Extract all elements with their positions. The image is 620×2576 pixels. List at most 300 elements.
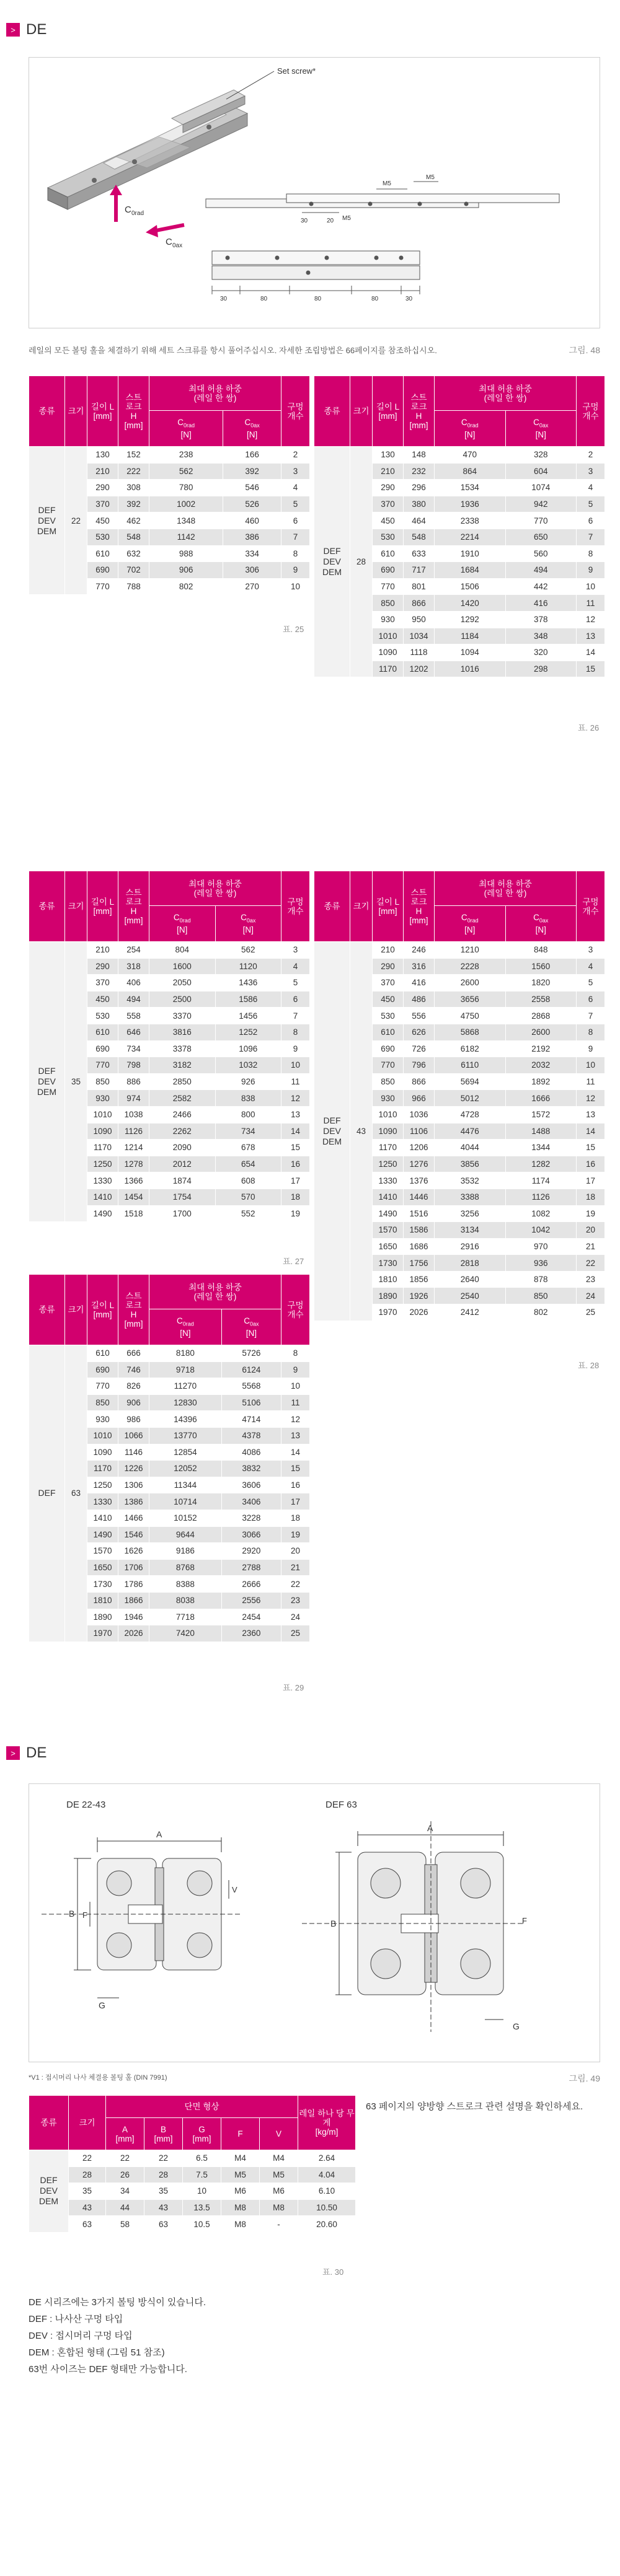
table-cell: 1490 [87,1205,118,1222]
table-cell: 1730 [373,1255,404,1272]
table-cell: 3 [281,942,310,959]
table-cell: 14396 [149,1411,222,1428]
table-cell: 13 [577,628,605,644]
table-cell: 6 [281,512,310,529]
table-cell: 1754 [149,1189,216,1205]
table-cell: 328 [505,447,577,464]
table-cell: 2.64 [298,2150,355,2167]
table-cell: 22 [577,1255,605,1272]
table-row [29,942,310,959]
table-cell: 970 [505,1238,577,1255]
table-cell: 21 [577,1238,605,1255]
table-cell: 1252 [215,1024,281,1040]
table-cell: 850 [373,595,404,612]
table-cell: 2338 [435,512,506,529]
table-cell: 6 [577,991,605,1008]
table-cell: 4728 [435,1106,506,1123]
table-cell: 9 [577,1040,605,1057]
header-c0ax: $C_{0ax}$ [N] [505,411,577,447]
table-cell: 10.50 [298,2199,355,2216]
type-cell: DEF DEV DEM [29,942,65,1222]
table-cell: 1436 [215,975,281,991]
table-cell: 5694 [435,1073,506,1090]
table-cell: 770 [87,1378,118,1395]
table-cell: 2412 [435,1304,506,1321]
type-cell: DEF DEV DEM [314,447,350,677]
table-cell: 1516 [404,1205,435,1222]
table-cell: 210 [373,942,404,959]
table-cell: 866 [404,595,435,612]
table-cell: 930 [373,611,404,628]
table-cell: 1118 [404,644,435,661]
table-cell: 1090 [87,1123,118,1140]
table-cell: 3 [577,942,605,959]
figure-number: 그림. 48 [569,345,600,355]
table-cell: 1890 [87,1609,118,1625]
table-cell: 1202 [404,661,435,677]
table-cell: M6 [221,2183,259,2200]
drawing-label: DE 22-43 [66,1800,106,1810]
table-cell: 1706 [118,1559,149,1576]
table-cell: 1810 [373,1271,404,1288]
dim-label: 20 [327,218,334,224]
table-cell: 24 [281,1609,310,1625]
table-cell: 690 [373,1040,404,1057]
table-cell: 464 [404,512,435,529]
table-cell: 450 [373,991,404,1008]
table-cell: 556 [404,1008,435,1024]
table-cell: 3 [281,463,310,480]
table-cell: 20 [281,1543,310,1560]
table-cell: 610 [373,545,404,562]
table-cell: 1534 [435,480,506,496]
table-cell: 1518 [118,1205,149,1222]
table-cell: 6124 [221,1361,281,1378]
header-length: 길이 L [mm] [373,871,404,942]
table-cell: 1306 [118,1477,149,1493]
table-cell: 392 [118,496,149,512]
table-cell: 1376 [404,1172,435,1189]
table-cell: 22 [69,2150,106,2167]
header-length: 길이 L [mm] [87,376,118,447]
header-c0ax: $C_{0ax}$ [N] [215,906,281,942]
table-cell: 7 [281,529,310,545]
table-cell: 8768 [149,1559,222,1576]
table-cell: 1170 [87,1461,118,1477]
dim-label: M5 [383,180,391,187]
table-cell: 2228 [435,958,506,975]
table-row [29,2150,356,2167]
table-cell: 1126 [505,1189,577,1205]
table-cell: 530 [373,1008,404,1024]
load-table [29,871,310,1222]
table-cell: 560 [505,545,577,562]
table-cell: 3 [577,463,605,480]
table-cell: 6 [281,991,310,1008]
type-cell: DEF DEV DEM [29,2150,69,2233]
table-cell: 5868 [435,1024,506,1040]
table-cell: 690 [373,562,404,579]
table-cell: 1038 [118,1106,149,1123]
table-row [314,447,605,464]
table-cell: 9 [281,1361,310,1378]
table-cell: 1096 [215,1040,281,1057]
table-cell: 1330 [373,1172,404,1189]
table-cell: 690 [87,1040,118,1057]
table-cell: 838 [215,1090,281,1107]
table-cell: 6.10 [298,2183,355,2200]
table-cell: 570 [215,1189,281,1205]
table-cell: 28 [144,2166,182,2183]
svg-text:30: 30 [405,296,413,302]
description-line: 63번 사이즈는 DEF 형태만 가능합니다. [29,2364,187,2375]
table-cell: 25 [577,1304,605,1321]
table-cell: 3228 [221,1510,281,1526]
table-cell: 4750 [435,1008,506,1024]
table-cell: 12854 [149,1444,222,1461]
header-c0rad: $C_{0rad}$ [N] [149,1309,222,1345]
table-cell: 850 [87,1394,118,1411]
header-size: 크기 [350,871,373,942]
table-cell: 14 [577,1123,605,1140]
header-load: 최대 허용 하중 (레일 한 쌍) [435,871,577,906]
table-cell: 1074 [505,480,577,496]
table-cell: 1810 [87,1592,118,1609]
table-number: 표. 25 [283,625,304,634]
table-cell: 18 [281,1189,310,1205]
dim-label: M5 [342,215,351,222]
table-cell: 2500 [149,991,216,1008]
svg-text:A: A [427,1823,433,1833]
table-cell: 25 [281,1625,310,1642]
table-cell: 4.04 [298,2166,355,2183]
svg-text:F: F [522,1916,527,1925]
table-cell: 13770 [149,1427,222,1444]
table-cell: 1250 [373,1156,404,1172]
table-cell: 5 [577,496,605,512]
table-cell: 974 [118,1090,149,1107]
table-cell: 926 [215,1073,281,1090]
table-cell: 2026 [404,1304,435,1321]
table-cell: 646 [118,1024,149,1040]
table-cell: 12830 [149,1394,222,1411]
table-cell: 308 [118,480,149,496]
table-cell: 470 [435,447,506,464]
table-cell: 610 [87,1024,118,1040]
table-cell: 152 [118,447,149,464]
table-cell: 930 [373,1090,404,1107]
table-cell: 7.5 [182,2166,221,2183]
table-cell: 7718 [149,1609,222,1625]
table-cell: 494 [505,562,577,579]
table-cell: 546 [223,480,281,496]
table-cell: 12 [577,611,605,628]
table-cell: 1490 [87,1526,118,1543]
drawing-label: DEF 63 [326,1800,357,1810]
table-cell: 334 [223,545,281,562]
table-cell: 678 [215,1140,281,1156]
table-cell: 43 [144,2199,182,2216]
header-qty: 구멍 개수 [577,871,605,942]
table-cell: 796 [404,1057,435,1074]
table-cell: 1126 [118,1123,149,1140]
chevron-right-icon: > [6,1746,20,1760]
table-cell: 1700 [149,1205,216,1222]
table-cell: 35 [144,2183,182,2200]
load-table [314,871,605,1321]
table-cell: 800 [215,1106,281,1123]
table-cell: 1866 [118,1592,149,1609]
table-cell: 2090 [149,1140,216,1156]
table-cell: 166 [223,447,281,464]
table-cell: 10.5 [182,2216,221,2233]
table-cell: 734 [215,1123,281,1140]
table-cell: 1120 [215,958,281,975]
table-cell: 1170 [373,661,404,677]
table-cell: 530 [373,529,404,545]
table-cell: 930 [87,1090,118,1107]
table-cell: 666 [118,1345,149,1362]
table-cell: 1410 [87,1510,118,1526]
type-cell: DEF [29,1345,65,1642]
table-cell: 24 [577,1288,605,1304]
table-cell: 1586 [215,991,281,1008]
svg-text:80: 80 [314,296,322,302]
table-cell: 1366 [118,1172,149,1189]
header-load: 최대 허용 하중 (레일 한 쌍) [149,871,281,906]
table-row [314,942,605,959]
table-cell: 8038 [149,1592,222,1609]
table-cell: 17 [577,1172,605,1189]
header-length: 길이 L [mm] [87,871,118,942]
table-cell: 4 [577,480,605,496]
table-cell: 14 [577,644,605,661]
header-stroke: 스트 로크 H [mm] [404,871,435,942]
table-cell: 11344 [149,1477,222,1493]
figure-caption: 레일의 모든 볼팅 홀을 체결하기 위해 세트 스크류를 항시 풀어주십시오. 자세한 조립방법은 66페이지를 참조하십시오. [29,346,437,355]
table-cell: 7420 [149,1625,222,1642]
header-c0ax: $C_{0ax}$ [N] [221,1309,281,1345]
table-cell: 318 [118,958,149,975]
table-cell: 1226 [118,1461,149,1477]
table-cell: 1626 [118,1543,149,1560]
description-line: DE 시리즈에는 3가지 볼팅 방식이 있습니다. [29,2297,206,2308]
table-cell: 10 [577,578,605,595]
table-cell: 378 [505,611,577,628]
table-cell: 386 [223,529,281,545]
table-cell: 906 [118,1394,149,1411]
table-cell: 148 [404,447,435,464]
header-c0rad: $C_{0rad}$ [N] [149,411,223,447]
size-cell: 22 [65,447,87,595]
table-cell: 2 [281,447,310,464]
table-cell: 392 [223,463,281,480]
table-cell: 988 [149,545,223,562]
table-cell: 798 [118,1057,149,1074]
table-cell: 878 [505,1271,577,1288]
table-cell: 2920 [221,1543,281,1560]
table-cell: 4378 [221,1427,281,1444]
table-cell: 850 [505,1288,577,1304]
table-number: 표. 27 [283,1257,304,1266]
table-cell: 1936 [435,496,506,512]
table-cell: 450 [87,512,118,529]
table-cell: 4044 [435,1140,506,1156]
table-cell: 10 [281,1378,310,1395]
table-cell: 14 [281,1444,310,1461]
table-cell: 2666 [221,1576,281,1593]
table-cell: 936 [505,1255,577,1272]
table-cell: 1560 [505,958,577,975]
header-load: 최대 허용 하중 (레일 한 쌍) [149,376,281,411]
table-cell: 1042 [505,1222,577,1239]
table-cell: 298 [505,661,577,677]
table-cell: 1456 [215,1008,281,1024]
header-length: 길이 L [mm] [87,1275,118,1345]
table-cell: 690 [87,562,118,579]
drawer-slide-illustration [29,58,601,329]
table-cell: 1600 [149,958,216,975]
table-cell: 4086 [221,1444,281,1461]
table-cell: 930 [87,1411,118,1428]
table-cell: 486 [404,991,435,1008]
table-cell: 1570 [87,1543,118,1560]
load-table [29,1274,310,1642]
table-cell: 3134 [435,1222,506,1239]
table-cell: 950 [404,611,435,628]
table-cell: 34 [105,2183,144,2200]
table-cell: 11 [577,595,605,612]
svg-text:C: C [125,204,131,215]
table-cell: 864 [435,463,506,480]
table-cell: 1174 [505,1172,577,1189]
table-cell: 1546 [118,1526,149,1543]
table-cell: 1572 [505,1106,577,1123]
table-cell: 1010 [87,1106,118,1123]
table-cell: 3370 [149,1008,216,1024]
table-cell: 558 [118,1008,149,1024]
table-cell: 654 [215,1156,281,1172]
table-cell: 717 [404,562,435,579]
table-cell: 1330 [87,1493,118,1510]
table-cell: 2818 [435,1255,506,1272]
table-cell: 866 [404,1073,435,1090]
size-cell: 35 [65,942,87,1222]
table-cell: 2012 [149,1156,216,1172]
table-cell: 650 [505,529,577,545]
table-cell: 5106 [221,1394,281,1411]
header-size: 크기 [350,376,373,447]
table-cell: 1586 [404,1222,435,1239]
table-cell: 2262 [149,1123,216,1140]
table-cell: 270 [223,578,281,595]
table-cell: 63 [144,2216,182,2233]
table-cell: 1910 [435,545,506,562]
table-cell: 7 [281,1008,310,1024]
table-cell: 1410 [87,1189,118,1205]
table-cell: 1666 [505,1090,577,1107]
table-cell: 6110 [435,1057,506,1074]
table-cell: 416 [404,975,435,991]
table-cell: 610 [87,1345,118,1362]
table-cell: 610 [87,545,118,562]
header-c0ax: $C_{0ax}$ [N] [505,906,577,942]
table-cell: 296 [404,480,435,496]
header-load: 최대 허용 하중 (레일 한 쌍) [435,376,577,411]
table-cell: 1250 [87,1477,118,1493]
table-cell: 2 [577,447,605,464]
table-cell: 21 [281,1559,310,1576]
table-cell: 238 [149,447,223,464]
table-cell: 222 [118,463,149,480]
table-cell: 26 [105,2166,144,2183]
table-cell: 43 [69,2199,106,2216]
table-cell: 604 [505,463,577,480]
table-cell: 13 [281,1427,310,1444]
description-line: DEF : 나사산 구멍 타입 [29,2314,123,2324]
table-cell: 12 [281,1411,310,1428]
table-cell: 1206 [404,1140,435,1156]
table-row [29,2166,356,2183]
table-cell: 130 [87,447,118,464]
svg-text:V: V [232,1885,237,1894]
svg-text:0ax: 0ax [172,242,183,249]
table-cell: 548 [404,529,435,545]
table-cell: 1570 [373,1222,404,1239]
table-cell: 58 [105,2216,144,2233]
table-cell: 1786 [118,1576,149,1593]
table-cell: M8 [221,2199,259,2216]
table-cell: 1066 [118,1427,149,1444]
table-cell: 2600 [435,975,506,991]
table-cell: 22 [105,2150,144,2167]
table-cell: 548 [118,529,149,545]
header-qty: 구멍 개수 [281,1275,310,1345]
table-cell: 2050 [149,975,216,991]
table-cell: 4714 [221,1411,281,1428]
cross-section-drawing [29,1784,601,2063]
table-cell: 15 [577,1140,605,1156]
table-cell: 1330 [87,1172,118,1189]
table-cell: 632 [118,545,149,562]
table-cell: 44 [105,2199,144,2216]
table-cell: 3856 [435,1156,506,1172]
header-c0ax: $C_{0ax}$ [N] [223,411,281,447]
table-cell: 1250 [87,1156,118,1172]
table-row [29,1345,310,1362]
table-cell: 1002 [149,496,223,512]
table-cell: 10152 [149,1510,222,1526]
table-cell: 1756 [404,1255,435,1272]
table-cell: 6182 [435,1040,506,1057]
table-cell: 9718 [149,1361,222,1378]
table-cell: M5 [221,2166,259,2183]
svg-text:C: C [166,237,172,247]
table-cell: 1970 [373,1304,404,1321]
table-cell: 232 [404,463,435,480]
table-cell: 17 [281,1493,310,1510]
table-cell: 7 [577,529,605,545]
table-cell: 23 [577,1271,605,1288]
table-cell: M6 [259,2183,298,2200]
table-cell: 290 [373,480,404,496]
header-size: 크기 [65,871,87,942]
table-cell: 6.5 [182,2150,221,2167]
table-cell: 5 [281,975,310,991]
header-qty: 구멍 개수 [281,376,310,447]
table-cell: 22 [144,2150,182,2167]
table-cell: 2558 [505,991,577,1008]
